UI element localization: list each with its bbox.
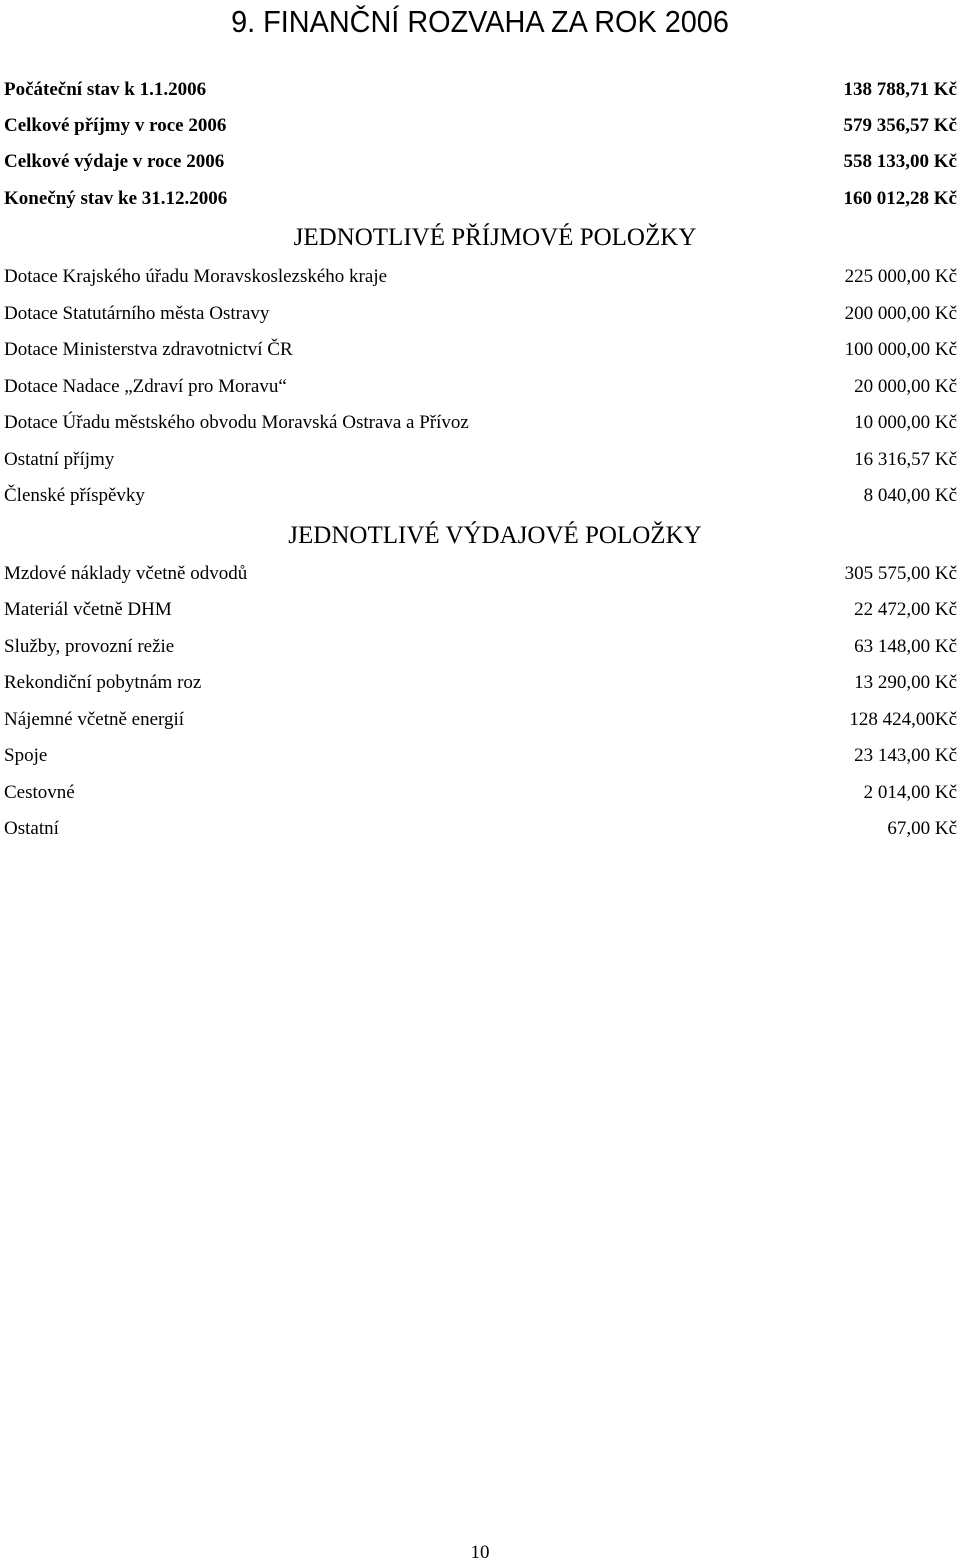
income-row <box>4 259 957 295</box>
expense-row <box>4 556 957 592</box>
expense-label: Materiál včetně DHM <box>4 599 172 620</box>
summary-row-opening-balance <box>4 72 957 108</box>
expense-row <box>4 629 957 665</box>
income-row <box>4 478 957 514</box>
expense-value: 23 143,00 Kč <box>854 745 957 766</box>
summary-row-total-income <box>4 108 957 144</box>
income-value: 10 000,00 Kč <box>854 412 957 433</box>
expense-label: Rekondiční pobytnám roz <box>4 672 202 693</box>
expense-value: 22 472,00 Kč <box>854 599 957 620</box>
income-value: 8 040,00 Kč <box>863 485 957 506</box>
income-value: 225 000,00 Kč <box>844 266 957 287</box>
income-label: Dotace Úřadu městského obvodu Moravská Ostrava a Přívoz <box>4 412 469 433</box>
expense-value: 63 148,00 Kč <box>854 636 957 657</box>
summary-label: Celkové výdaje v roce 2006 <box>4 151 225 172</box>
expense-row <box>4 775 957 811</box>
expense-label: Spoje <box>4 745 48 766</box>
expense-label: Cestovné <box>4 782 75 803</box>
summary-value: 138 788,71 Kč <box>843 79 957 100</box>
expense-value: 128 424,00Kč <box>849 709 957 730</box>
income-row <box>4 442 957 478</box>
expense-row <box>4 702 957 738</box>
summary-label: Konečný stav ke 31.12.2006 <box>4 188 228 209</box>
expense-row <box>4 738 957 774</box>
summary-label: Celkové příjmy v roce 2006 <box>4 115 227 136</box>
income-section-heading: JEDNOTLIVÉ PŘÍJMOVÉ POLOŽKY <box>293 224 697 251</box>
page-number: 10 <box>470 1542 490 1563</box>
summary-value: 558 133,00 Kč <box>843 151 957 172</box>
expense-row <box>4 592 957 628</box>
income-label: Dotace Krajského úřadu Moravskoslezského kraje <box>4 266 388 287</box>
income-value: 20 000,00 Kč <box>854 376 957 397</box>
summary-label: Počáteční stav k 1.1.2006 <box>4 79 207 100</box>
summary-row-total-expenses <box>4 144 957 180</box>
income-label: Dotace Ministerstva zdravotnictví ČR <box>4 339 293 360</box>
page-title: 9. FINANČNÍ ROZVAHA ZA ROK 2006 <box>231 4 729 39</box>
income-row <box>4 369 957 405</box>
income-label: Členské příspěvky <box>4 485 145 506</box>
income-row <box>4 296 957 332</box>
income-value: 100 000,00 Kč <box>844 339 957 360</box>
expense-value: 2 014,00 Kč <box>863 782 957 803</box>
expense-label: Nájemné včetně energií <box>4 709 185 730</box>
income-row <box>4 332 957 368</box>
expense-value: 67,00 Kč <box>887 818 957 839</box>
expense-value: 13 290,00 Kč <box>854 672 957 693</box>
expense-row <box>4 665 957 701</box>
expense-label: Mzdové náklady včetně odvodů <box>4 563 248 584</box>
income-label: Ostatní příjmy <box>4 449 115 470</box>
income-value: 16 316,57 Kč <box>854 449 957 470</box>
expense-value: 305 575,00 Kč <box>844 563 957 584</box>
summary-value: 160 012,28 Kč <box>843 188 957 209</box>
expense-label: Služby, provozní režie <box>4 636 175 657</box>
expense-section-heading: JEDNOTLIVÉ VÝDAJOVÉ POLOŽKY <box>288 522 702 549</box>
summary-value: 579 356,57 Kč <box>843 115 957 136</box>
summary-row-closing-balance <box>4 181 957 217</box>
income-value: 200 000,00 Kč <box>844 303 957 324</box>
income-row <box>4 405 957 441</box>
expense-label: Ostatní <box>4 818 59 839</box>
expense-row <box>4 811 957 847</box>
income-label: Dotace Nadace „Zdraví pro Moravu“ <box>4 376 287 397</box>
income-label: Dotace Statutárního města Ostravy <box>4 303 270 324</box>
